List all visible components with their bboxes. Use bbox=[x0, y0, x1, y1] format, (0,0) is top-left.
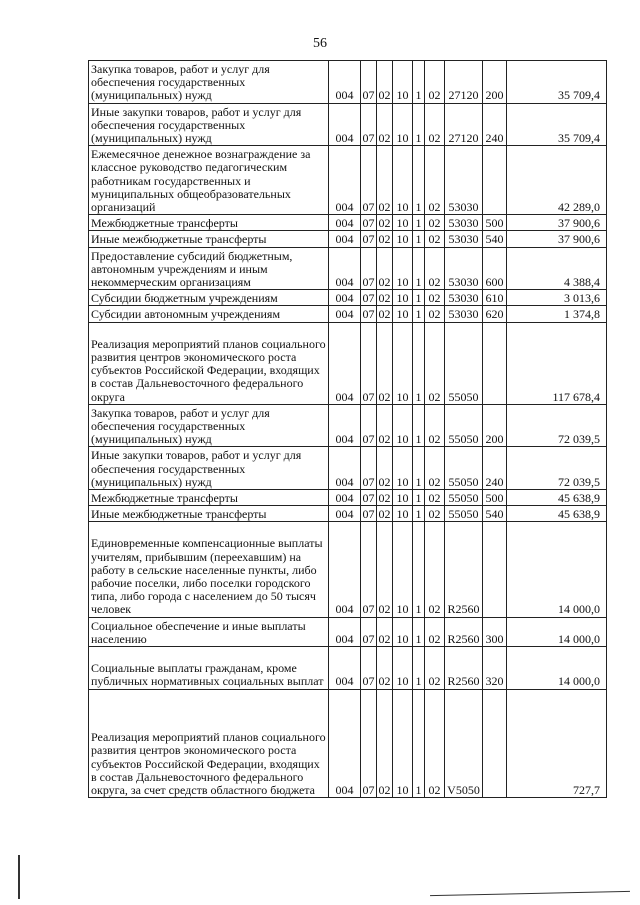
main-activity-code: 02 bbox=[425, 522, 445, 617]
table-row bbox=[89, 647, 607, 690]
subsection-code: 02 bbox=[377, 617, 393, 646]
subprogram-code: 1 bbox=[413, 290, 425, 306]
table-row bbox=[89, 522, 607, 617]
row-name: Иные закупки товаров, работ и услуг для обеспечения государственных (муниципальных) нужд bbox=[89, 103, 329, 146]
subsection-code: 02 bbox=[377, 689, 393, 798]
expense-type-code bbox=[483, 322, 507, 404]
table-row bbox=[89, 247, 607, 290]
subprogram-code: 1 bbox=[413, 447, 425, 490]
subprogram-code: 1 bbox=[413, 489, 425, 505]
section-code: 07 bbox=[361, 404, 377, 447]
section-code: 07 bbox=[361, 322, 377, 404]
ministry-code: 004 bbox=[329, 215, 361, 231]
main-activity-code: 02 bbox=[425, 231, 445, 247]
direction-code: 53030 bbox=[445, 231, 483, 247]
program-code: 10 bbox=[393, 447, 413, 490]
row-name: Социальные выплаты гражданам, кроме публичных нормативных социальных выплат bbox=[89, 647, 329, 690]
expense-type-code: 300 bbox=[483, 617, 507, 646]
subsection-code: 02 bbox=[377, 146, 393, 215]
amount-value: 37 900,6 bbox=[507, 231, 607, 247]
section-code: 07 bbox=[361, 103, 377, 146]
ministry-code: 004 bbox=[329, 647, 361, 690]
program-code: 10 bbox=[393, 231, 413, 247]
subsection-code: 02 bbox=[378, 291, 391, 306]
program-code: 10 bbox=[393, 61, 413, 104]
table-row bbox=[89, 306, 607, 322]
program-code: 10 bbox=[393, 215, 413, 231]
subprogram-code: 1 bbox=[413, 322, 425, 404]
expense-type-code: 620 bbox=[483, 306, 507, 322]
expense-type-code bbox=[483, 522, 507, 617]
expense-type-code: 500 bbox=[483, 215, 507, 231]
subprogram-code: 1 bbox=[413, 231, 425, 247]
row-name: Предоставление субсидий бюджетным, автономным учреждениям и иным некоммерческим организациям bbox=[89, 247, 329, 290]
section-code: 07 bbox=[362, 507, 375, 522]
direction-code: 55050 bbox=[445, 322, 483, 404]
main-activity-code: 02 bbox=[425, 489, 445, 505]
expense-type-code: 240 bbox=[483, 103, 507, 146]
expense-type-code: 540 bbox=[483, 231, 507, 247]
expense-type-code bbox=[483, 689, 507, 798]
amount-value: 14 000,0 bbox=[507, 522, 607, 617]
ministry-code: 004 bbox=[329, 247, 361, 290]
direction-code: 27120 bbox=[445, 61, 483, 104]
expense-type-code: 500 bbox=[483, 489, 507, 505]
table-row bbox=[89, 447, 607, 490]
section-code: 07 bbox=[362, 490, 375, 505]
table-row bbox=[89, 506, 607, 522]
section-code: 07 bbox=[361, 689, 377, 798]
subprogram-code: 1 bbox=[413, 647, 425, 690]
main-activity-code: 02 bbox=[425, 215, 445, 231]
ministry-code: 004 bbox=[329, 489, 361, 505]
expense-type-code: 540 bbox=[483, 506, 507, 522]
program-code: 10 bbox=[393, 306, 413, 322]
subsection-code: 02 bbox=[377, 247, 393, 290]
program-code: 10 bbox=[393, 404, 413, 447]
main-activity-code: 02 bbox=[425, 689, 445, 798]
subprogram-code: 1 bbox=[413, 306, 425, 322]
table-row bbox=[89, 404, 607, 447]
expense-type-code: 320 bbox=[483, 647, 507, 690]
program-code: 10 bbox=[393, 522, 413, 617]
subprogram-code: 1 bbox=[413, 522, 425, 617]
table-row bbox=[89, 689, 607, 798]
expense-type-code: 610 bbox=[483, 290, 507, 306]
main-activity-code: 02 bbox=[425, 647, 445, 690]
direction-code: 55050 bbox=[445, 506, 483, 522]
program-code: 10 bbox=[393, 290, 413, 306]
bottom-mark-line bbox=[430, 891, 630, 896]
section-code: 07 bbox=[361, 617, 377, 646]
subsection-code: 02 bbox=[377, 404, 393, 447]
subprogram-code: 1 bbox=[413, 617, 425, 646]
ministry-code: 004 bbox=[329, 306, 361, 322]
expense-type-code bbox=[483, 146, 507, 215]
subprogram-code: 1 bbox=[413, 689, 425, 798]
table-row bbox=[89, 215, 607, 231]
main-activity-code: 02 bbox=[425, 404, 445, 447]
subsection-code: 02 bbox=[377, 447, 393, 490]
expense-type-code: 600 bbox=[483, 247, 507, 290]
section-code: 07 bbox=[361, 247, 377, 290]
main-activity-code: 02 bbox=[425, 146, 445, 215]
ministry-code: 004 bbox=[329, 103, 361, 146]
direction-code: R2560 bbox=[445, 522, 483, 617]
amount-value: 14 000,0 bbox=[507, 647, 607, 690]
section-code: 07 bbox=[362, 291, 375, 306]
section-code: 07 bbox=[361, 146, 377, 215]
program-code: 10 bbox=[393, 506, 413, 522]
subsection-code: 02 bbox=[378, 216, 391, 231]
page-number: 56 bbox=[313, 36, 327, 51]
main-activity-code: 02 bbox=[425, 322, 445, 404]
subsection-code: 02 bbox=[378, 307, 391, 322]
program-code: 10 bbox=[393, 103, 413, 146]
ministry-code: 004 bbox=[329, 617, 361, 646]
expense-type-code: 240 bbox=[483, 447, 507, 490]
subprogram-code: 1 bbox=[413, 61, 425, 104]
amount-value: 72 039,5 bbox=[507, 404, 607, 447]
amount-value: 727,7 bbox=[507, 689, 607, 798]
amount-value: 3 013,6 bbox=[507, 290, 607, 306]
ministry-code: 004 bbox=[329, 322, 361, 404]
row-name: Межбюджетные трансферты bbox=[89, 215, 329, 231]
ministry-code: 004 bbox=[329, 506, 361, 522]
amount-value: 72 039,5 bbox=[507, 447, 607, 490]
table-row bbox=[89, 146, 607, 215]
amount-value: 35 709,4 bbox=[507, 61, 607, 104]
row-name: Субсидии автономным учреждениям bbox=[89, 306, 329, 322]
amount-value: 45 638,9 bbox=[507, 489, 607, 505]
direction-code: R2560 bbox=[445, 617, 483, 646]
subsection-code: 02 bbox=[377, 522, 393, 617]
main-activity-code: 02 bbox=[425, 447, 445, 490]
main-activity-code: 02 bbox=[425, 61, 445, 104]
direction-code: 53030 bbox=[445, 215, 483, 231]
row-name: Реализация мероприятий планов социального развития центров экономического роста субъектов Российской Федерации, входящих в состав Дальневосточного федерального округа bbox=[89, 322, 329, 404]
direction-code: 55050 bbox=[445, 489, 483, 505]
amount-value: 117 678,4 bbox=[507, 322, 607, 404]
ministry-code: 004 bbox=[329, 522, 361, 617]
direction-code: V5050 bbox=[445, 689, 483, 798]
ministry-code: 004 bbox=[329, 61, 361, 104]
table-row bbox=[89, 231, 607, 247]
expense-type-code: 200 bbox=[483, 404, 507, 447]
margin-mark bbox=[18, 855, 20, 899]
amount-value: 1 374,8 bbox=[507, 306, 607, 322]
direction-code: 53030 bbox=[445, 247, 483, 290]
subsection-code: 02 bbox=[377, 61, 393, 104]
ministry-code: 004 bbox=[329, 146, 361, 215]
budget-table bbox=[88, 60, 607, 798]
ministry-code: 004 bbox=[329, 290, 361, 306]
table-row bbox=[89, 61, 607, 104]
table-row bbox=[89, 290, 607, 306]
program-code: 10 bbox=[393, 617, 413, 646]
row-name: Межбюджетные трансферты bbox=[89, 489, 329, 505]
row-name: Социальное обеспечение и иные выплаты населению bbox=[89, 617, 329, 646]
subprogram-code: 1 bbox=[413, 103, 425, 146]
table-row bbox=[89, 617, 607, 646]
program-code: 10 bbox=[393, 647, 413, 690]
main-activity-code: 02 bbox=[425, 103, 445, 146]
program-code: 10 bbox=[393, 689, 413, 798]
subsection-code: 02 bbox=[378, 490, 391, 505]
table-row bbox=[89, 103, 607, 146]
table-row bbox=[89, 489, 607, 505]
amount-value: 35 709,4 bbox=[507, 103, 607, 146]
section-code: 07 bbox=[362, 307, 375, 322]
main-activity-code: 02 bbox=[425, 306, 445, 322]
main-activity-code: 02 bbox=[425, 290, 445, 306]
section-code: 07 bbox=[361, 447, 377, 490]
subprogram-code: 1 bbox=[413, 506, 425, 522]
row-name: Ежемесячное денежное вознаграждение за классное руководство педагогическим работникам государственных и муниципальных общеобразовательных организаций bbox=[89, 146, 329, 215]
amount-value: 14 000,0 bbox=[507, 617, 607, 646]
direction-code: R2560 bbox=[445, 647, 483, 690]
amount-value: 45 638,9 bbox=[507, 506, 607, 522]
main-activity-code: 02 bbox=[425, 247, 445, 290]
row-name: Иные межбюджетные трансферты bbox=[89, 231, 329, 247]
program-code: 10 bbox=[393, 146, 413, 215]
section-code: 07 bbox=[361, 61, 377, 104]
direction-code: 53030 bbox=[445, 146, 483, 215]
direction-code: 53030 bbox=[445, 306, 483, 322]
subprogram-code: 1 bbox=[413, 215, 425, 231]
direction-code: 53030 bbox=[445, 290, 483, 306]
subsection-code: 02 bbox=[378, 232, 391, 247]
direction-code: 55050 bbox=[445, 404, 483, 447]
row-name: Закупка товаров, работ и услуг для обеспечения государственных (муниципальных) нужд bbox=[89, 404, 329, 447]
subsection-code: 02 bbox=[377, 322, 393, 404]
ministry-code: 004 bbox=[329, 689, 361, 798]
amount-value: 42 289,0 bbox=[507, 146, 607, 215]
subprogram-code: 1 bbox=[413, 404, 425, 447]
subsection-code: 02 bbox=[377, 103, 393, 146]
table-row bbox=[89, 322, 607, 404]
row-name: Иные закупки товаров, работ и услуг для обеспечения государственных (муниципальных) нужд bbox=[89, 447, 329, 490]
ministry-code: 004 bbox=[329, 404, 361, 447]
section-code: 07 bbox=[362, 232, 375, 247]
direction-code: 55050 bbox=[445, 447, 483, 490]
subsection-code: 02 bbox=[377, 647, 393, 690]
program-code: 10 bbox=[393, 322, 413, 404]
expense-type-code: 200 bbox=[483, 61, 507, 104]
amount-value: 4 388,4 bbox=[507, 247, 607, 290]
main-activity-code: 02 bbox=[425, 617, 445, 646]
amount-value: 37 900,6 bbox=[507, 215, 607, 231]
subprogram-code: 1 bbox=[413, 247, 425, 290]
row-name: Субсидии бюджетным учреждениям bbox=[89, 290, 329, 306]
direction-code: 27120 bbox=[445, 103, 483, 146]
program-code: 10 bbox=[393, 247, 413, 290]
section-code: 07 bbox=[361, 647, 377, 690]
ministry-code: 004 bbox=[329, 231, 361, 247]
section-code: 07 bbox=[362, 216, 375, 231]
row-name: Реализация мероприятий планов социального развития центров экономического роста субъектов Российской Федерации, входящих в состав Дальневосточного федерального округа, за счет средств областного бюджета bbox=[89, 689, 329, 798]
ministry-code: 004 bbox=[329, 447, 361, 490]
row-name: Иные межбюджетные трансферты bbox=[89, 506, 329, 522]
section-code: 07 bbox=[361, 522, 377, 617]
row-name: Закупка товаров, работ и услуг для обеспечения государственных (муниципальных) нужд bbox=[89, 61, 329, 104]
subprogram-code: 1 bbox=[413, 146, 425, 215]
table-body bbox=[89, 61, 607, 798]
program-code: 10 bbox=[393, 489, 413, 505]
main-activity-code: 02 bbox=[425, 506, 445, 522]
subsection-code: 02 bbox=[378, 507, 391, 522]
row-name: Единовременные компенсационные выплаты учителям, прибывшим (переехавшим) на работу в сельские населенные пункты, либо рабочие поселки, либо поселки городского типа, либо города с населением до 50 тысяч человек bbox=[89, 522, 329, 617]
